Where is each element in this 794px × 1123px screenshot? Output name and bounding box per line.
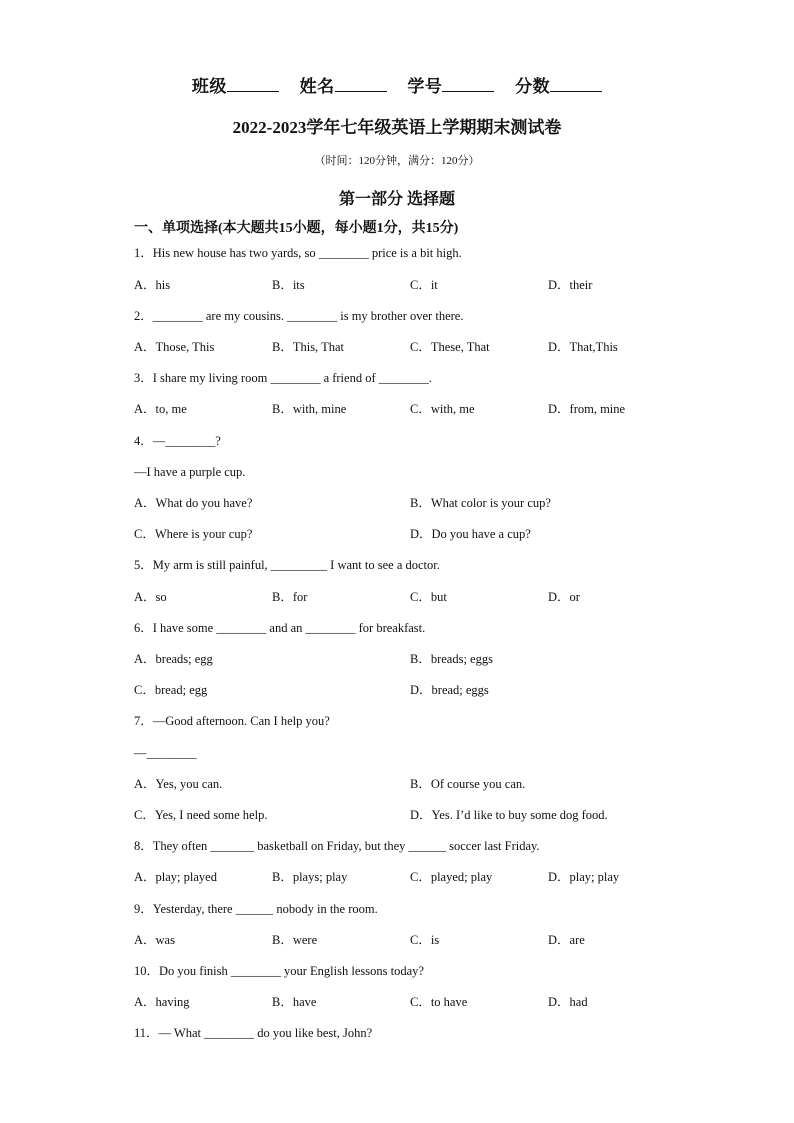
question-1-option-a[interactable]: A．his: [134, 278, 171, 292]
question-5-option-a[interactable]: A．so: [134, 590, 167, 604]
question-10-option-d[interactable]: D．had: [548, 995, 588, 1009]
score-field[interactable]: [515, 72, 602, 97]
name-field[interactable]: [300, 72, 387, 97]
question-3-option-a[interactable]: A．to, me: [134, 402, 187, 416]
part-title: 第一部分 选择题: [338, 191, 455, 208]
question-7-reply: —________: [134, 746, 197, 760]
question-4-option-c[interactable]: C．Where is your cup?: [134, 527, 253, 541]
question-11-stem: 11．— What ________ do you like best, John?: [134, 1026, 373, 1040]
question-7-option-c[interactable]: C．Yes, I need some help.: [134, 808, 268, 822]
question-7-option-d[interactable]: D．Yes. I’d like to buy some dog food.: [410, 808, 608, 822]
question-5-stem: 5．My arm is still painful, _________ I want to see a doctor.: [134, 558, 440, 572]
question-6-stem: 6．I have some ________ and an ________ for breakfast.: [134, 621, 426, 635]
question-5-option-b[interactable]: B．for: [272, 590, 308, 604]
question-6-option-d[interactable]: D．bread; eggs: [410, 683, 489, 697]
question-8-option-d[interactable]: D．play; play: [548, 870, 620, 884]
name-label: 姓名: [299, 77, 335, 96]
question-2-option-b[interactable]: B．This, That: [272, 340, 344, 354]
question-3-option-d[interactable]: D．from, mine: [548, 402, 626, 416]
question-8-stem: 8．They often _______ basketball on Friday, but they ______ soccer last Friday.: [134, 839, 540, 853]
student-id-label: 学号: [407, 77, 443, 96]
question-4-option-d[interactable]: D．Do you have a cup?: [410, 527, 531, 541]
score-label: 分数: [515, 77, 551, 96]
question-9-option-d[interactable]: D．are: [548, 933, 585, 947]
question-10-stem: 10．Do you finish ________ your English lessons today?: [134, 964, 424, 978]
question-8-option-a[interactable]: A．play; played: [134, 870, 217, 884]
question-7-option-a[interactable]: A．Yes, you can.: [134, 777, 223, 791]
class-label: 班级: [191, 77, 227, 96]
question-4-option-a[interactable]: A．What do you have?: [134, 496, 253, 510]
exam-title: 2022-2023学年七年级英语上学期期末测试卷: [232, 118, 562, 137]
question-3-option-c[interactable]: C．with, me: [410, 402, 475, 416]
name-blank[interactable]: [335, 77, 387, 92]
question-7-option-b[interactable]: B．Of course you can.: [410, 777, 526, 791]
exam-subtitle: （时间：120分钟，满分：120分）: [314, 155, 480, 167]
question-1-stem: 1．His new house has two yards, so ________ price is a bit high.: [134, 246, 462, 260]
question-10-option-c[interactable]: C．to have: [410, 995, 468, 1009]
question-2-option-a[interactable]: A．Those, This: [134, 340, 215, 354]
question-9-option-c[interactable]: C．is: [410, 933, 440, 947]
section-title: 一、单项选择(本大题共15小题，每小题1分，共15分): [134, 221, 459, 236]
question-6-option-a[interactable]: A．breads; egg: [134, 652, 213, 666]
question-7-stem: 7．—Good afternoon. Can I help you?: [134, 714, 330, 728]
question-9-stem: 9．Yesterday, there ______ nobody in the room.: [134, 902, 378, 916]
question-5-option-d[interactable]: D．or: [548, 590, 580, 604]
question-10-option-a[interactable]: A．having: [134, 995, 190, 1009]
question-1-option-c[interactable]: C．it: [410, 278, 438, 292]
question-6-option-b[interactable]: B．breads; eggs: [410, 652, 493, 666]
question-1-option-d[interactable]: D．their: [548, 278, 593, 292]
question-2-stem: 2．________ are my cousins. ________ is my brother over there.: [134, 309, 464, 323]
score-blank[interactable]: [550, 77, 602, 92]
question-4-stem: 4．—________?: [134, 434, 221, 448]
question-6-option-c[interactable]: C．bread; egg: [134, 683, 208, 697]
question-3-stem: 3．I share my living room ________ a friend of ________.: [134, 371, 432, 385]
question-4-option-b[interactable]: B．What color is your cup?: [410, 496, 551, 510]
question-8-option-c[interactable]: C．played; play: [410, 870, 493, 884]
class-field[interactable]: [192, 72, 279, 97]
question-2-option-d[interactable]: D．That,This: [548, 340, 618, 354]
question-5-option-c[interactable]: C．but: [410, 590, 447, 604]
question-10-option-b[interactable]: B．have: [272, 995, 317, 1009]
question-3-option-b[interactable]: B．with, mine: [272, 402, 347, 416]
question-2-option-c[interactable]: C．These, That: [410, 340, 490, 354]
class-blank[interactable]: [227, 77, 279, 92]
question-1-option-b[interactable]: B．its: [272, 278, 305, 292]
student-id-blank[interactable]: [442, 77, 494, 92]
question-9-option-a[interactable]: A．was: [134, 933, 175, 947]
question-9-option-b[interactable]: B．were: [272, 933, 318, 947]
question-8-option-b[interactable]: B．plays; play: [272, 870, 348, 884]
question-4-reply: —I have a purple cup.: [134, 465, 246, 479]
header-fields: [0, 72, 794, 97]
student-id-field[interactable]: [407, 72, 494, 97]
